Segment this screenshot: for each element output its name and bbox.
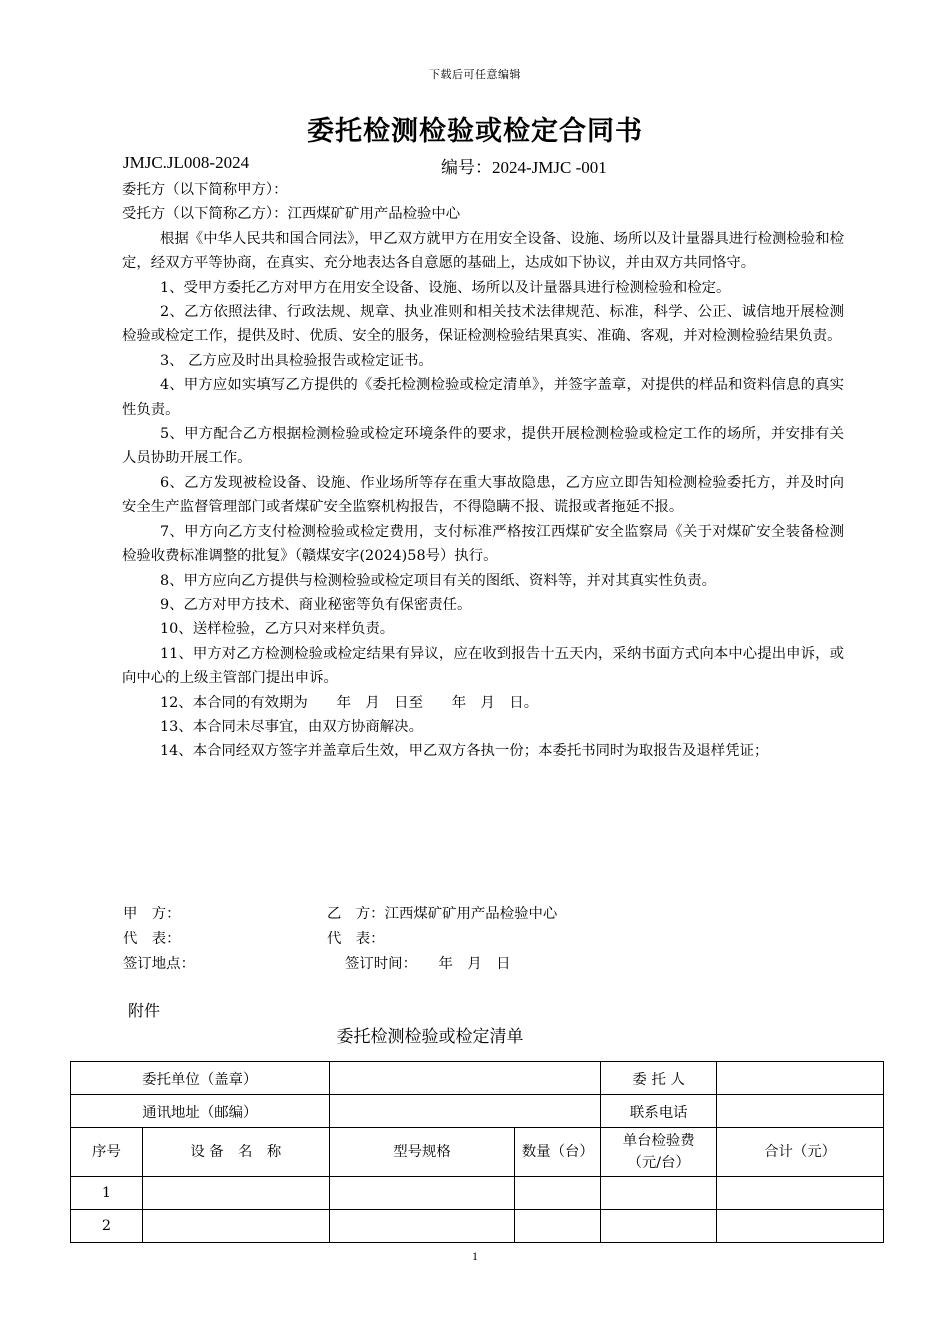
clause-10: 10、送样检验，乙方只对来样负责。 (160, 621, 395, 638)
clause-8: 8、甲方应向乙方提供与检测检验或检定项目有关的图纸、资料等，并对其真实性负责。 (160, 572, 717, 589)
clause-11: 11、甲方对乙方检测检验或检定结果有异议，应在收到报告十五天内，采纳书面方式向本中心提出申诉，或向中心的上级主管部门提出申诉。 (122, 645, 844, 687)
clause-9: 9、乙方对甲方技术、商业秘密等负有保密责任。 (160, 596, 472, 613)
signing-time: 签订时间： 年 月 日 (345, 956, 511, 972)
clause-14: 14、本合同经双方签字并盖章后生效，甲乙双方各执一份；本委托书同时为取报告及退样凭证； (160, 743, 769, 760)
party-b-representative: 代 表： (327, 931, 385, 947)
total-cell[interactable] (717, 1177, 884, 1210)
device-name-cell[interactable] (142, 1210, 329, 1243)
device-name-cell[interactable] (142, 1177, 329, 1210)
page-number: 1 (472, 1249, 478, 1263)
doc-code: JMJC.JL008-2024 (123, 153, 250, 172)
clause-3: 3、 乙方应及时出具检验报告或检定证书。 (160, 352, 433, 369)
col-header-total: 合计（元） (717, 1128, 884, 1177)
phone-label: 联系电话 (601, 1095, 717, 1128)
address-label: 通讯地址（邮编） (71, 1095, 330, 1128)
signing-place: 签订地点： (123, 956, 195, 972)
table-row-address (71, 1095, 884, 1128)
row-number: 1 (71, 1177, 143, 1210)
table-row (71, 1177, 884, 1210)
clause-12: 12、本合同的有效期为 年 月 日至 年 月 日。 (160, 694, 539, 711)
col-header-name: 设 备 名 称 (142, 1128, 329, 1177)
list-title: 委托检测检验或检定清单 (336, 1027, 524, 1047)
document-title: 委托检测检验或检定合同书 (307, 116, 643, 147)
total-cell[interactable] (717, 1210, 884, 1243)
row-number: 2 (71, 1210, 143, 1243)
table-row (71, 1210, 884, 1243)
inspection-list-table (70, 1061, 884, 1243)
table-row-client (71, 1062, 884, 1095)
clause-7: 7、甲方向乙方支付检测检验或检定费用，支付标准严格按江西煤矿安全监察局《关于对煤矿安全装备检测检验收费标准调整的批复》（赣煤安字(2024)58号）执行。 (122, 523, 844, 565)
party-a-line: 委托方（以下简称甲方）： (122, 182, 288, 198)
party-b-signature-label: 乙 方：江西煤矿矿用产品检验中心 (327, 906, 558, 922)
clause-6: 6、乙方发现被检设备、设施、作业场所等存在重大事故隐患，乙方应立即告知检测检验委托方，并及时向安全生产监督管理部门或者煤矿安全监察机构报告，不得隐瞒不报、谎报或者拖延不报。 (122, 474, 844, 516)
clause-4: 4、甲方应如实填写乙方提供的《委托检测检验或检定清单》，并签字盖章，对提供的样品和资料信息的真实性负责。 (122, 377, 844, 418)
address-value[interactable] (329, 1095, 601, 1128)
col-header-no: 序号 (71, 1128, 143, 1177)
clause-2: 2、乙方依照法律、行政法规、规章、执业准则和相关技术法律规范、标准，科学、公正、诚信地开展检测检验或检定工作，提供及时、优质、安全的服务，保证检测检验结果真实、准确、客观，并对检测检验结果负责。 (122, 304, 844, 345)
party-b-line: 受托方（以下简称乙方）：江西煤矿矿用产品检验中心 (122, 206, 461, 223)
attachment-label: 附件 (128, 1001, 161, 1020)
quantity-cell[interactable] (515, 1177, 601, 1210)
serial-number: 编号：2024-JMJC -001 (441, 158, 607, 177)
clause-13: 13、本合同未尽事宜，由双方协商解决。 (160, 718, 423, 735)
clause-5: 5、甲方配合乙方根据检测检验或检定环境条件的要求，提供开展检测检验或检定工作的场所，并安排有关人员协助开展工作。 (122, 426, 844, 467)
client-person-label: 委 托 人 (601, 1062, 717, 1095)
preamble: 根据《中华人民共和国合同法》，甲乙双方就甲方在用安全设备、设施、场所以及计量器具进行检测检验和检定，经双方平等协商，在真实、充分地表达各自意愿的基础上，达成如下协议，并由双方共同恪守。 (122, 230, 844, 272)
clause-1: 1、受甲方委托乙方对甲方在用安全设备、设施、场所以及计量器具进行检测检验和检定。 (160, 279, 731, 296)
code-line (123, 153, 843, 177)
fee-cell[interactable] (601, 1210, 717, 1243)
phone-value[interactable] (717, 1095, 884, 1128)
fee-cell[interactable] (601, 1177, 717, 1210)
party-a-representative: 代 表： (123, 931, 181, 947)
contract-body (122, 178, 844, 764)
header-note: 下载后可任意编辑 (429, 68, 521, 81)
col-header-model: 型号规格 (329, 1128, 515, 1177)
col-header-fee: 单台检验费（元/台） (601, 1128, 717, 1177)
client-unit-value[interactable] (329, 1062, 601, 1095)
model-cell[interactable] (329, 1210, 515, 1243)
quantity-cell[interactable] (515, 1210, 601, 1243)
client-unit-label: 委托单位（盖章） (71, 1062, 330, 1095)
party-a-signature-label: 甲 方： (123, 906, 181, 922)
col-header-qty: 数量（台） (515, 1128, 601, 1177)
client-person-value[interactable] (717, 1062, 884, 1095)
table-header-row (71, 1128, 884, 1177)
model-cell[interactable] (329, 1177, 515, 1210)
